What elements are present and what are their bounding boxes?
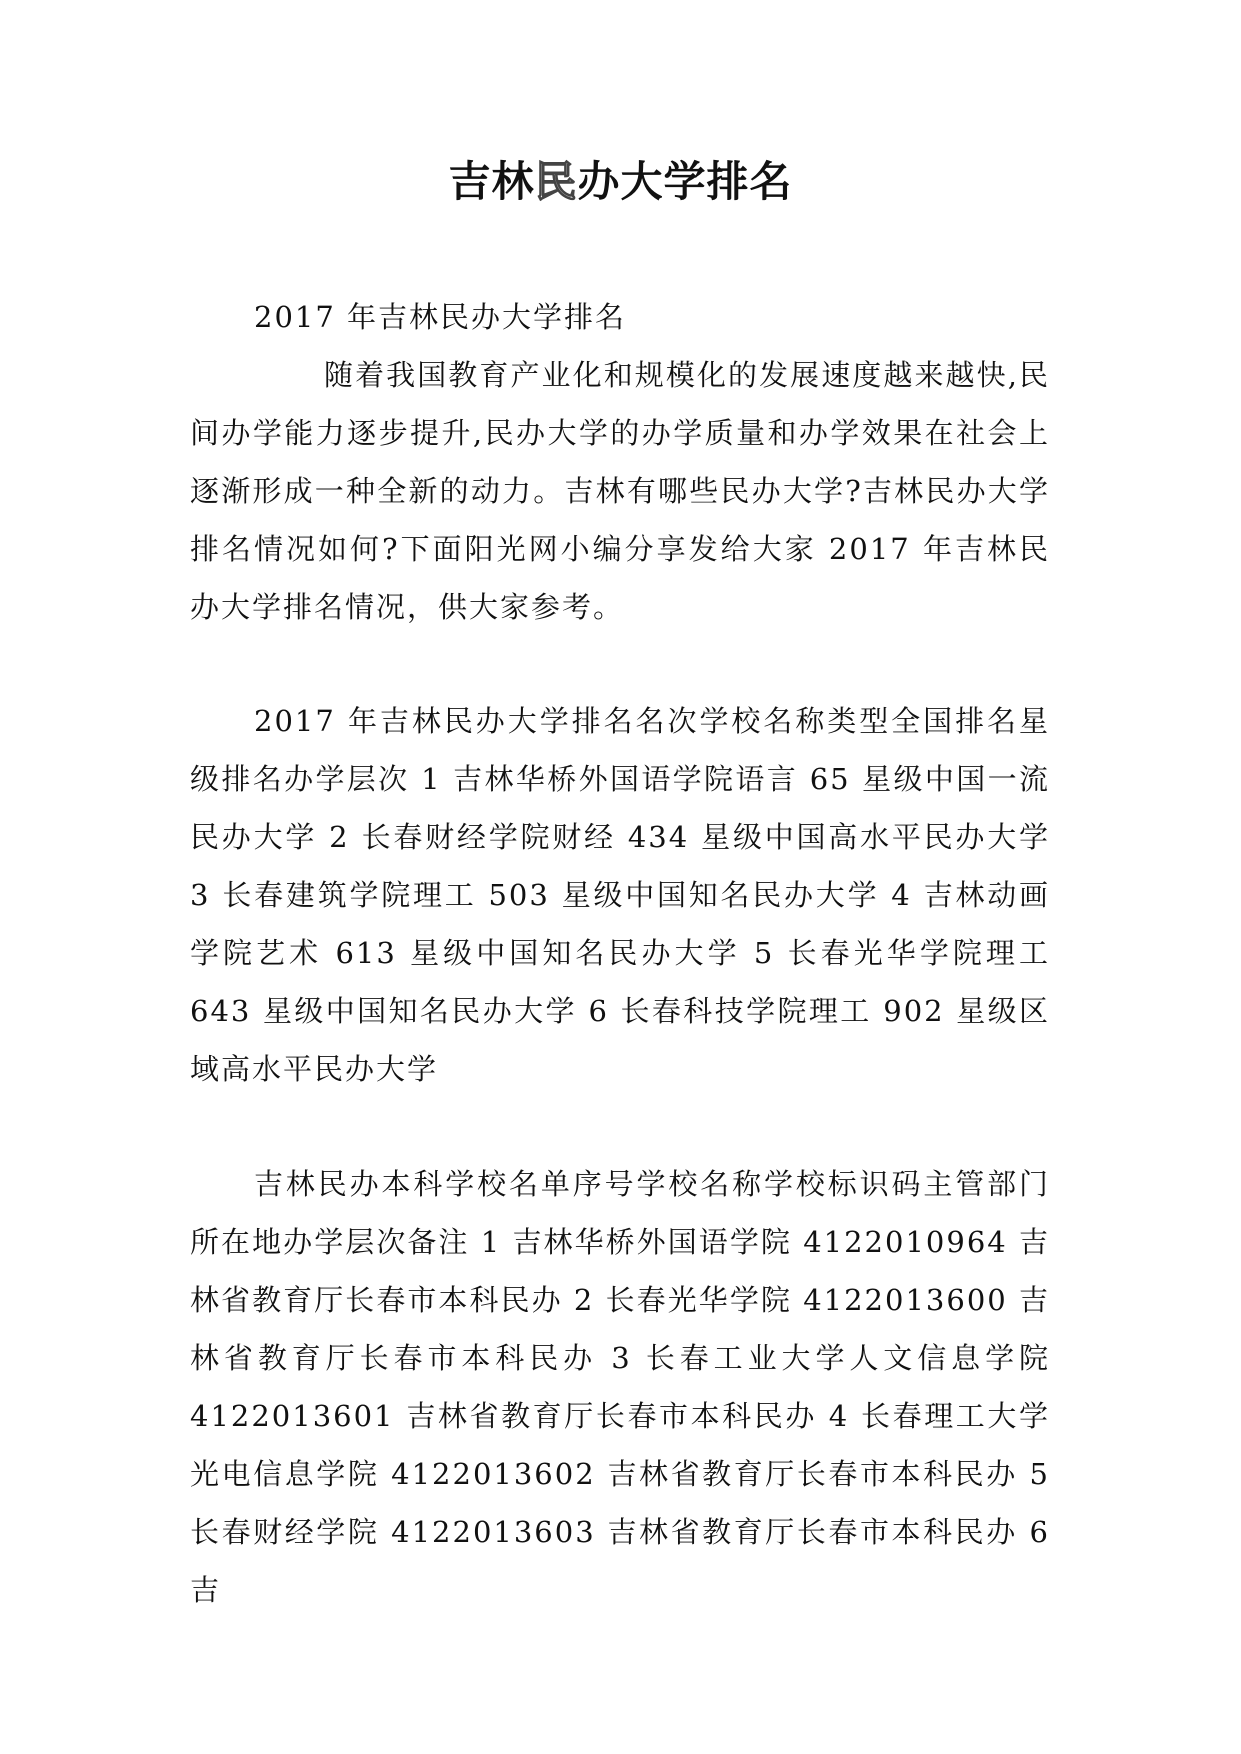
- title-hollow-char: 民: [534, 157, 578, 206]
- ranking-paragraph: 2017 年吉林民办大学排名名次学校名称类型全国排名星级排名办学层次 1 吉林华桥外国语学院语言 65 星级中国一流民办大学 2 长春财经学院财经 434 星级中国高水平民办大学 3 长春建筑学院理工 503 星级中国知名民办大学 4 吉林动画学院艺术 613 星级中国知名民办大学 5 长春光华学院理工 643 星级中国知名民办大学 6 长春科技学院理工 902 星级区域高水平民办大学: [190, 704, 1050, 1086]
- intro-paragraph: 随着我国教育产业化和规模化的发展速度越来越快,民间办学能力逐步提升,民办大学的办学质量和办学效果在社会上逐渐形成一种全新的动力。吉林有哪些民办大学?吉林民办大学排名情况如何?下面阳光网小编分享发给大家 2017 年吉林民办大学排名情况，供大家参考。: [190, 358, 1050, 624]
- document-title: [0, 152, 1241, 212]
- title-text-part2: 办大学排名: [577, 157, 793, 206]
- subheading: 2017 年吉林民办大学排名: [254, 300, 627, 334]
- title-text-part1: 吉林: [448, 157, 535, 206]
- school-list-paragraph: 吉林民办本科学校名单序号学校名称学校标识码主管部门所在地办学层次备注 1 吉林华桥外国语学院 4122010964 吉林省教育厅长春市本科民办 2 长春光华学院 4122013600 吉林省教育厅长春市本科民办 3 长春工业大学人文信息学院 4122013601 吉林省教育厅长春市本科民办 4 长春理工大学光电信息学院 4122013602 吉林省教育厅长春市本科民办 5 长春财经学院 4122013603 吉林省教育厅长春市本科民办 6 吉: [190, 1167, 1050, 1607]
